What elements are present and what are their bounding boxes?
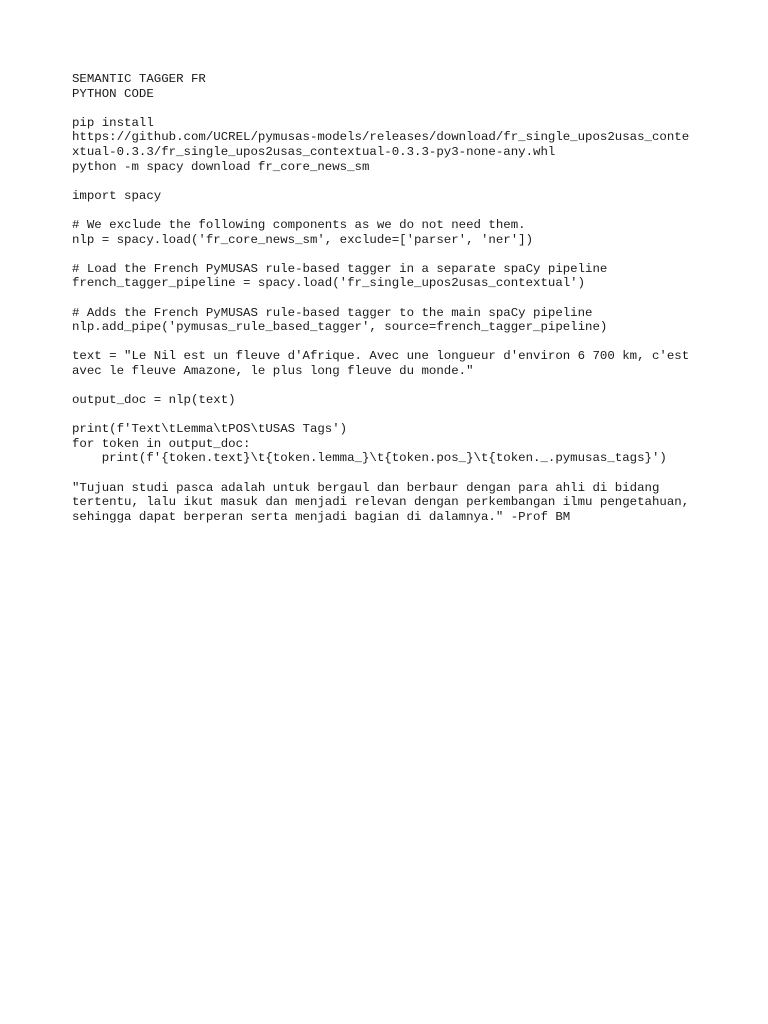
code-comment: # Load the French PyMUSAS rule-based tagger in a separate spaCy pipeline	[72, 261, 608, 276]
load-model-block	[72, 218, 732, 247]
quote-line: "Tujuan studi pasca adalah untuk bergaul dan berbaur dengan para ahli di bidang	[72, 480, 660, 495]
code-line: print(f'Text\tLemma\tPOS\tUSAS Tags')	[72, 422, 348, 437]
quote-line: sehingga dapat berperan serta menjadi bagian di dalamnya." -Prof BM	[72, 509, 571, 524]
import-block	[72, 189, 732, 204]
output-doc-block	[72, 393, 732, 408]
text-block	[72, 349, 732, 378]
title-block	[72, 72, 732, 101]
document-content	[72, 72, 732, 539]
code-comment: # Adds the French PyMUSAS rule-based tagger to the main spaCy pipeline	[72, 305, 593, 320]
document-subtitle: PYTHON CODE	[72, 86, 154, 101]
code-line: print(f'{token.text}\t{token.lemma_}\t{token.pos_}\t{token._.pymusas_tags}')	[72, 451, 667, 466]
code-line: https://github.com/UCREL/pymusas-models/releases/download/fr_single_upos2usas_conte	[72, 130, 690, 145]
code-line: text = "Le Nil est un fleuve d'Afrique. Avec une longueur d'environ 6 700 km, c'est	[72, 349, 690, 364]
quote-line: tertentu, lalu ikut masuk dan menjadi relevan dengan perkembangan ilmu pengetahuan,	[72, 495, 690, 510]
code-line: french_tagger_pipeline = spacy.load('fr_single_upos2usas_contextual')	[72, 276, 586, 291]
code-line: output_doc = nlp(text)	[72, 393, 236, 408]
code-comment: # We exclude the following components as we do not need them.	[72, 217, 526, 232]
code-line: avec le fleuve Amazone, le plus long fleuve du monde."	[72, 363, 474, 378]
code-line: nlp = spacy.load('fr_core_news_sm', exclude=['parser', 'ner'])	[72, 232, 534, 247]
print-loop-block	[72, 422, 732, 466]
code-line: python -m spacy download fr_core_news_sm	[72, 159, 370, 174]
code-line: nlp.add_pipe('pymusas_rule_based_tagger', source=french_tagger_pipeline)	[72, 320, 608, 335]
document-title: SEMANTIC TAGGER FR	[72, 72, 206, 86]
load-tagger-block	[72, 262, 732, 291]
code-line: for token in output_doc:	[72, 436, 251, 451]
code-line: import spacy	[72, 188, 162, 203]
code-line: xtual-0.3.3/fr_single_upos2usas_contextual-0.3.3-py3-none-any.whl	[72, 144, 556, 159]
code-line: pip install	[72, 115, 154, 130]
quote-block	[72, 481, 732, 525]
install-block	[72, 116, 732, 174]
add-pipe-block	[72, 306, 732, 335]
